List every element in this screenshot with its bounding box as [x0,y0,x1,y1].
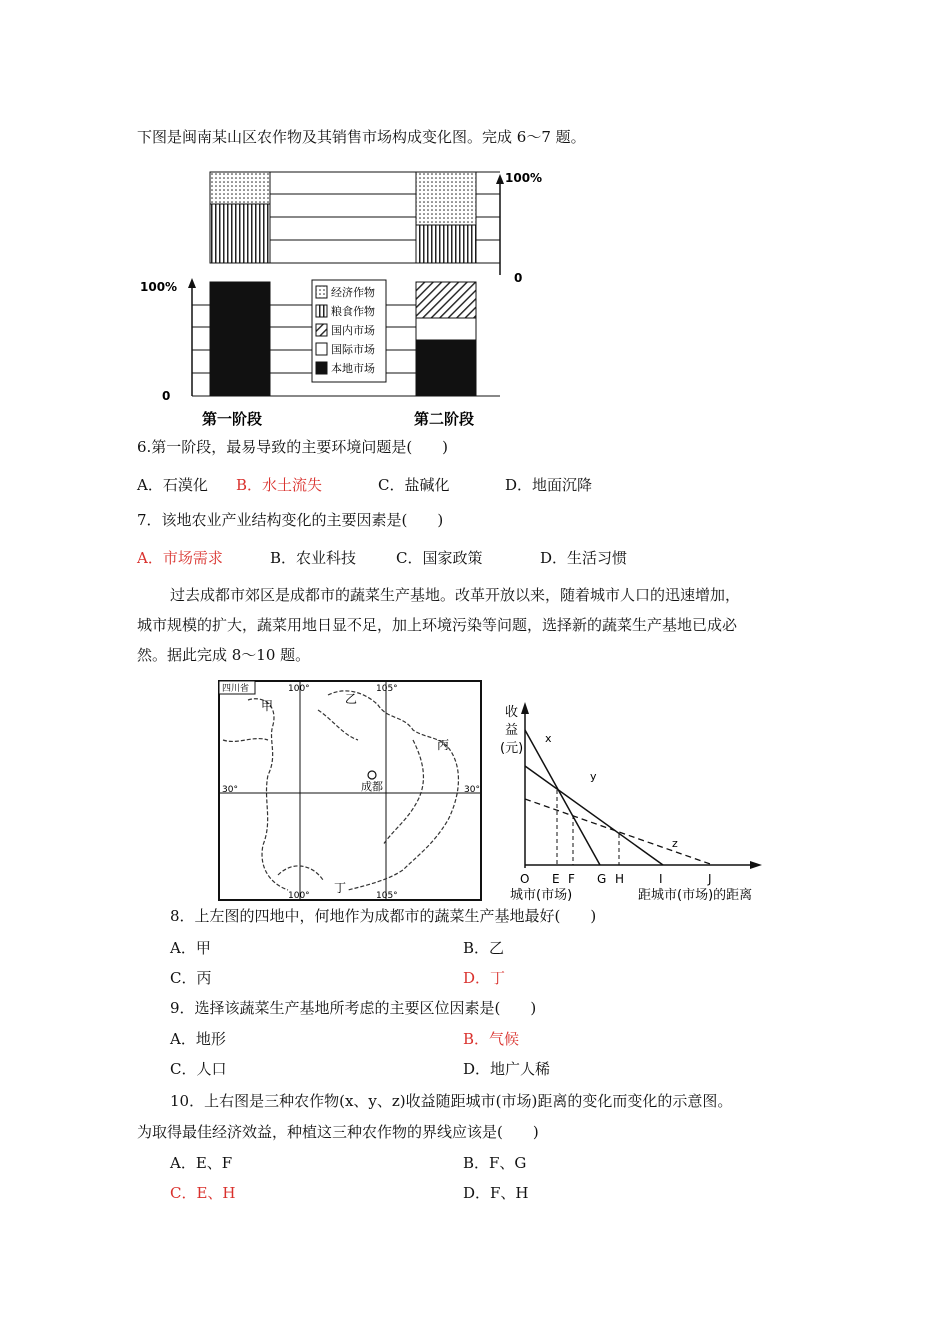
passage-line-3: 然。据此完成 8～10 题。 [137,646,311,664]
curve-x-label: x [545,732,552,745]
q10-stem-line-1: 10．上右图是三种农作物(x、y、z)收益随距城市(市场)距离的变化而变化的示意图。 [170,1092,733,1110]
map-lon-100-bottom: 100° [288,891,310,901]
q7-stem: 7．该地农业产业结构变化的主要因素是( ) [137,511,444,529]
chengdu-city-marker [368,771,376,779]
q6-option-a: A．石漠化 [137,476,208,494]
graph-tick-g: G [597,872,607,886]
map-lon-100-top: 100° [288,684,310,694]
map-province-label: 四川省 [222,684,250,694]
passage-line-1: 过去成都市郊区是成都市的蔬菜生产基地。改革开放以来，随着城市人口的迅速增加， [170,586,741,604]
stage2-economic-crop-bar [416,172,476,225]
graph-tick-j: J [708,872,712,886]
q9-stem: 9．选择该蔬菜生产基地所考虑的主要区位因素是( ) [170,999,537,1017]
map-lat-30-right: 30° [464,785,480,795]
q7-option-a: A．市场需求 [137,549,223,567]
curve-z-label: z [672,837,678,850]
legend-international-market: 国际市场 [331,343,375,356]
graph-ylabel-1: 收 [505,705,519,720]
q8-option-d: D．丁 [463,969,506,987]
passage-line-2: 城市规模的扩大，蔬菜用地日显不足，加上环境污染等问题，选择新的蔬菜生产基地已成必 [137,616,738,634]
stage2-domestic-market-bar [416,282,476,318]
right-axis-zero-label: 0 [514,271,523,285]
revenue-distance-graph [500,700,770,905]
graph-tick-h: H [615,872,625,886]
map-place-yi: 乙 [345,692,358,706]
q7-option-b: B．农业科技 [270,549,357,567]
curve-x-line [525,730,600,865]
left-axis-zero-label: 0 [162,389,171,403]
legend-domestic-market: 国内市场 [331,324,375,337]
q8-option-b: B．乙 [463,939,505,957]
q8-option-c: C．丙 [170,969,212,987]
graph-ylabel-2: 益 [505,723,519,738]
graph-origin-caption: 城市(市场) [510,888,573,903]
q9-option-b: B．气候 [463,1030,520,1048]
graph-tick-i: I [659,872,663,886]
q6-option-b: B．水土流失 [236,476,323,494]
legend-grain-crop: 粮食作物 [331,305,375,318]
graph-tick-e: E [552,872,560,886]
q6-option-c: C．盐碱化 [378,476,450,494]
map-chengdu-label: 成都 [361,780,383,793]
stage2-international-market-bar [416,318,476,340]
q10-stem-line-2: 为取得最佳经济效益，种植这三种农作物的界线应该是( ) [137,1123,539,1141]
legend-local-market: 本地市场 [331,362,375,375]
intro-text: 下图是闽南某山区农作物及其销售市场构成变化图。完成 6～7 题。 [137,128,586,146]
q10-option-c: C．E、H [170,1184,236,1202]
q10-option-d: D．F、H [463,1184,529,1202]
stage1-economic-crop-bar [210,172,270,204]
crop-market-chart [130,160,560,435]
stage1-grain-crop-bar [210,204,270,263]
map-lon-105-top: 105° [376,684,398,694]
q9-option-a: A．地形 [170,1030,226,1048]
q6-stem: 6.第一阶段，最易导致的主要环境问题是( ) [137,438,449,456]
map-place-ding: 丁 [334,881,347,895]
stage2-local-market-bar [416,340,476,396]
graph-origin-label: O [520,872,530,886]
curve-y-label: y [590,770,597,783]
graph-xlabel: 距城市(市场)的距离 [638,888,753,903]
q8-stem: 8．上左图的四地中，何地作为成都市的蔬菜生产基地最好( ) [170,907,597,925]
q9-option-d: D．地广人稀 [463,1060,551,1078]
map-lat-30-left: 30° [222,785,238,795]
map-place-jia: 甲 [261,699,274,713]
graph-tick-f: F [568,872,575,886]
right-axis-100-label: 100% [505,171,543,185]
q7-option-d: D．生活习惯 [540,549,628,567]
q6-option-d: D．地面沉降 [505,476,593,494]
stage2-grain-crop-bar [416,225,476,263]
graph-ylabel-3: (元) [500,741,524,756]
q9-option-c: C．人口 [170,1060,227,1078]
q7-option-c: C．国家政策 [396,549,483,567]
map-lon-105-bottom: 105° [376,891,398,901]
q10-option-b: B．F、G [463,1154,527,1172]
left-axis-100-label: 100% [140,280,178,294]
q10-option-a: A．E、F [170,1154,233,1172]
stage1-label: 第一阶段 [202,410,263,428]
stage2-label: 第二阶段 [414,410,475,428]
map-place-bing: 丙 [437,738,450,752]
sichuan-map [218,680,483,902]
legend-economic-crop: 经济作物 [331,286,375,299]
q8-option-a: A．甲 [170,939,211,957]
stage1-local-market-bar [210,282,270,396]
